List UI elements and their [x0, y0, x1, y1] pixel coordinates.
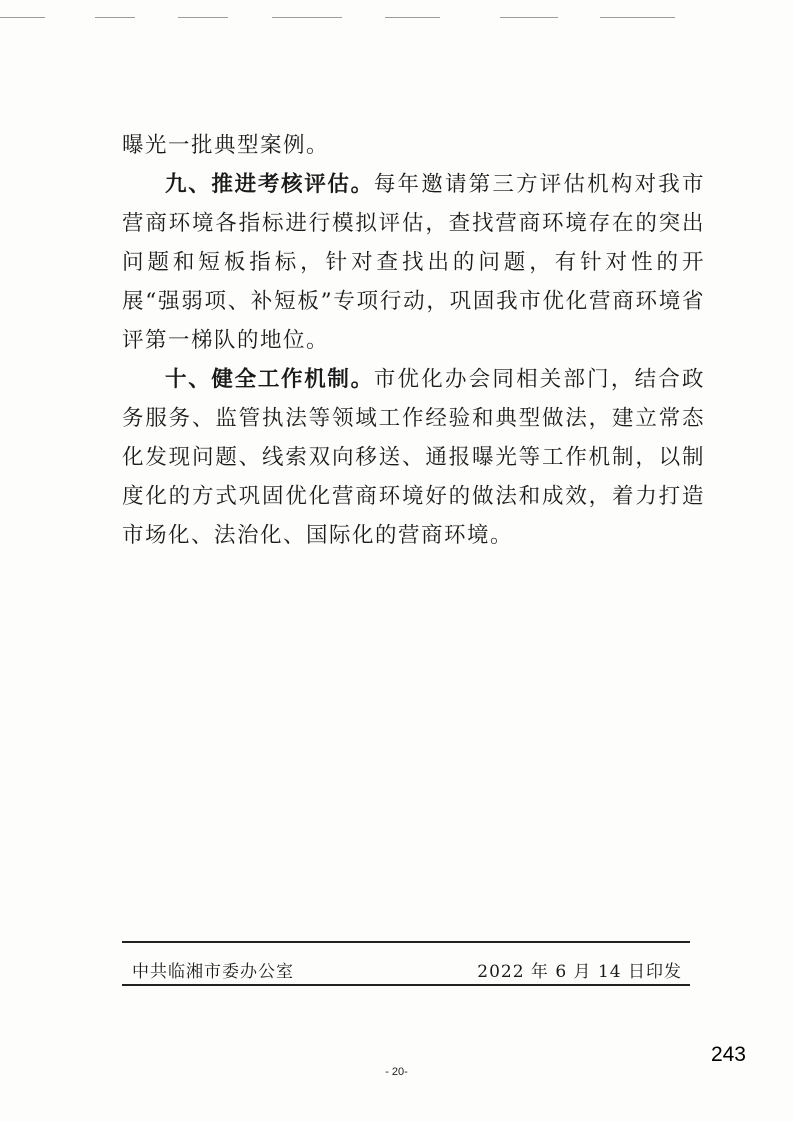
footer-imprint — [132, 957, 682, 982]
issuing-office: 中共临湘市委办公室 — [132, 962, 294, 982]
paragraph-section-9 — [122, 165, 705, 360]
scan-artifact-line — [272, 17, 342, 18]
scan-artifact-line — [385, 17, 440, 18]
scan-artifact-line — [600, 17, 675, 18]
footer-top-rule — [122, 941, 690, 943]
paragraph-text: 曝光一批典型案例。 — [122, 133, 330, 158]
scan-artifact-line — [0, 17, 45, 18]
paragraph-section-10 — [122, 360, 705, 555]
section-heading: 十、健全工作机制。 — [165, 367, 374, 392]
handwritten-page-count: 243 — [710, 1043, 746, 1066]
paragraph-continuation — [122, 126, 705, 165]
issue-date: 2022 年 6 月 14 日印发 — [477, 962, 682, 982]
section-heading: 九、推进考核评估。 — [165, 172, 374, 197]
scan-artifact-line — [95, 17, 135, 18]
paragraph-text: 每年邀请第三方评估机构对我市营商环境各指标进行模拟评估，查找营商环境存在的突出问题和短板指标，针对查找出的问题，有针对性的开展“强弱项、补短板”专项行动，巩固我市优化营商环境省评第一梯队的地位。 — [122, 172, 705, 353]
document-body — [122, 126, 705, 555]
footer-bottom-rule — [122, 984, 690, 986]
scan-artifact-line — [500, 17, 558, 18]
paragraph-text: 市优化办会同相关部门，结合政务服务、监管执法等领域工作经验和典型做法，建立常态化发现问题、线索双向移送、通报曝光等工作机制，以制度化的方式巩固优化营商环境好的做法和成效，着力打造市场化、法治化、国际化的营商环境。 — [122, 367, 705, 548]
page-number: - 20- — [385, 1066, 408, 1078]
scan-artifact-line — [178, 17, 228, 18]
